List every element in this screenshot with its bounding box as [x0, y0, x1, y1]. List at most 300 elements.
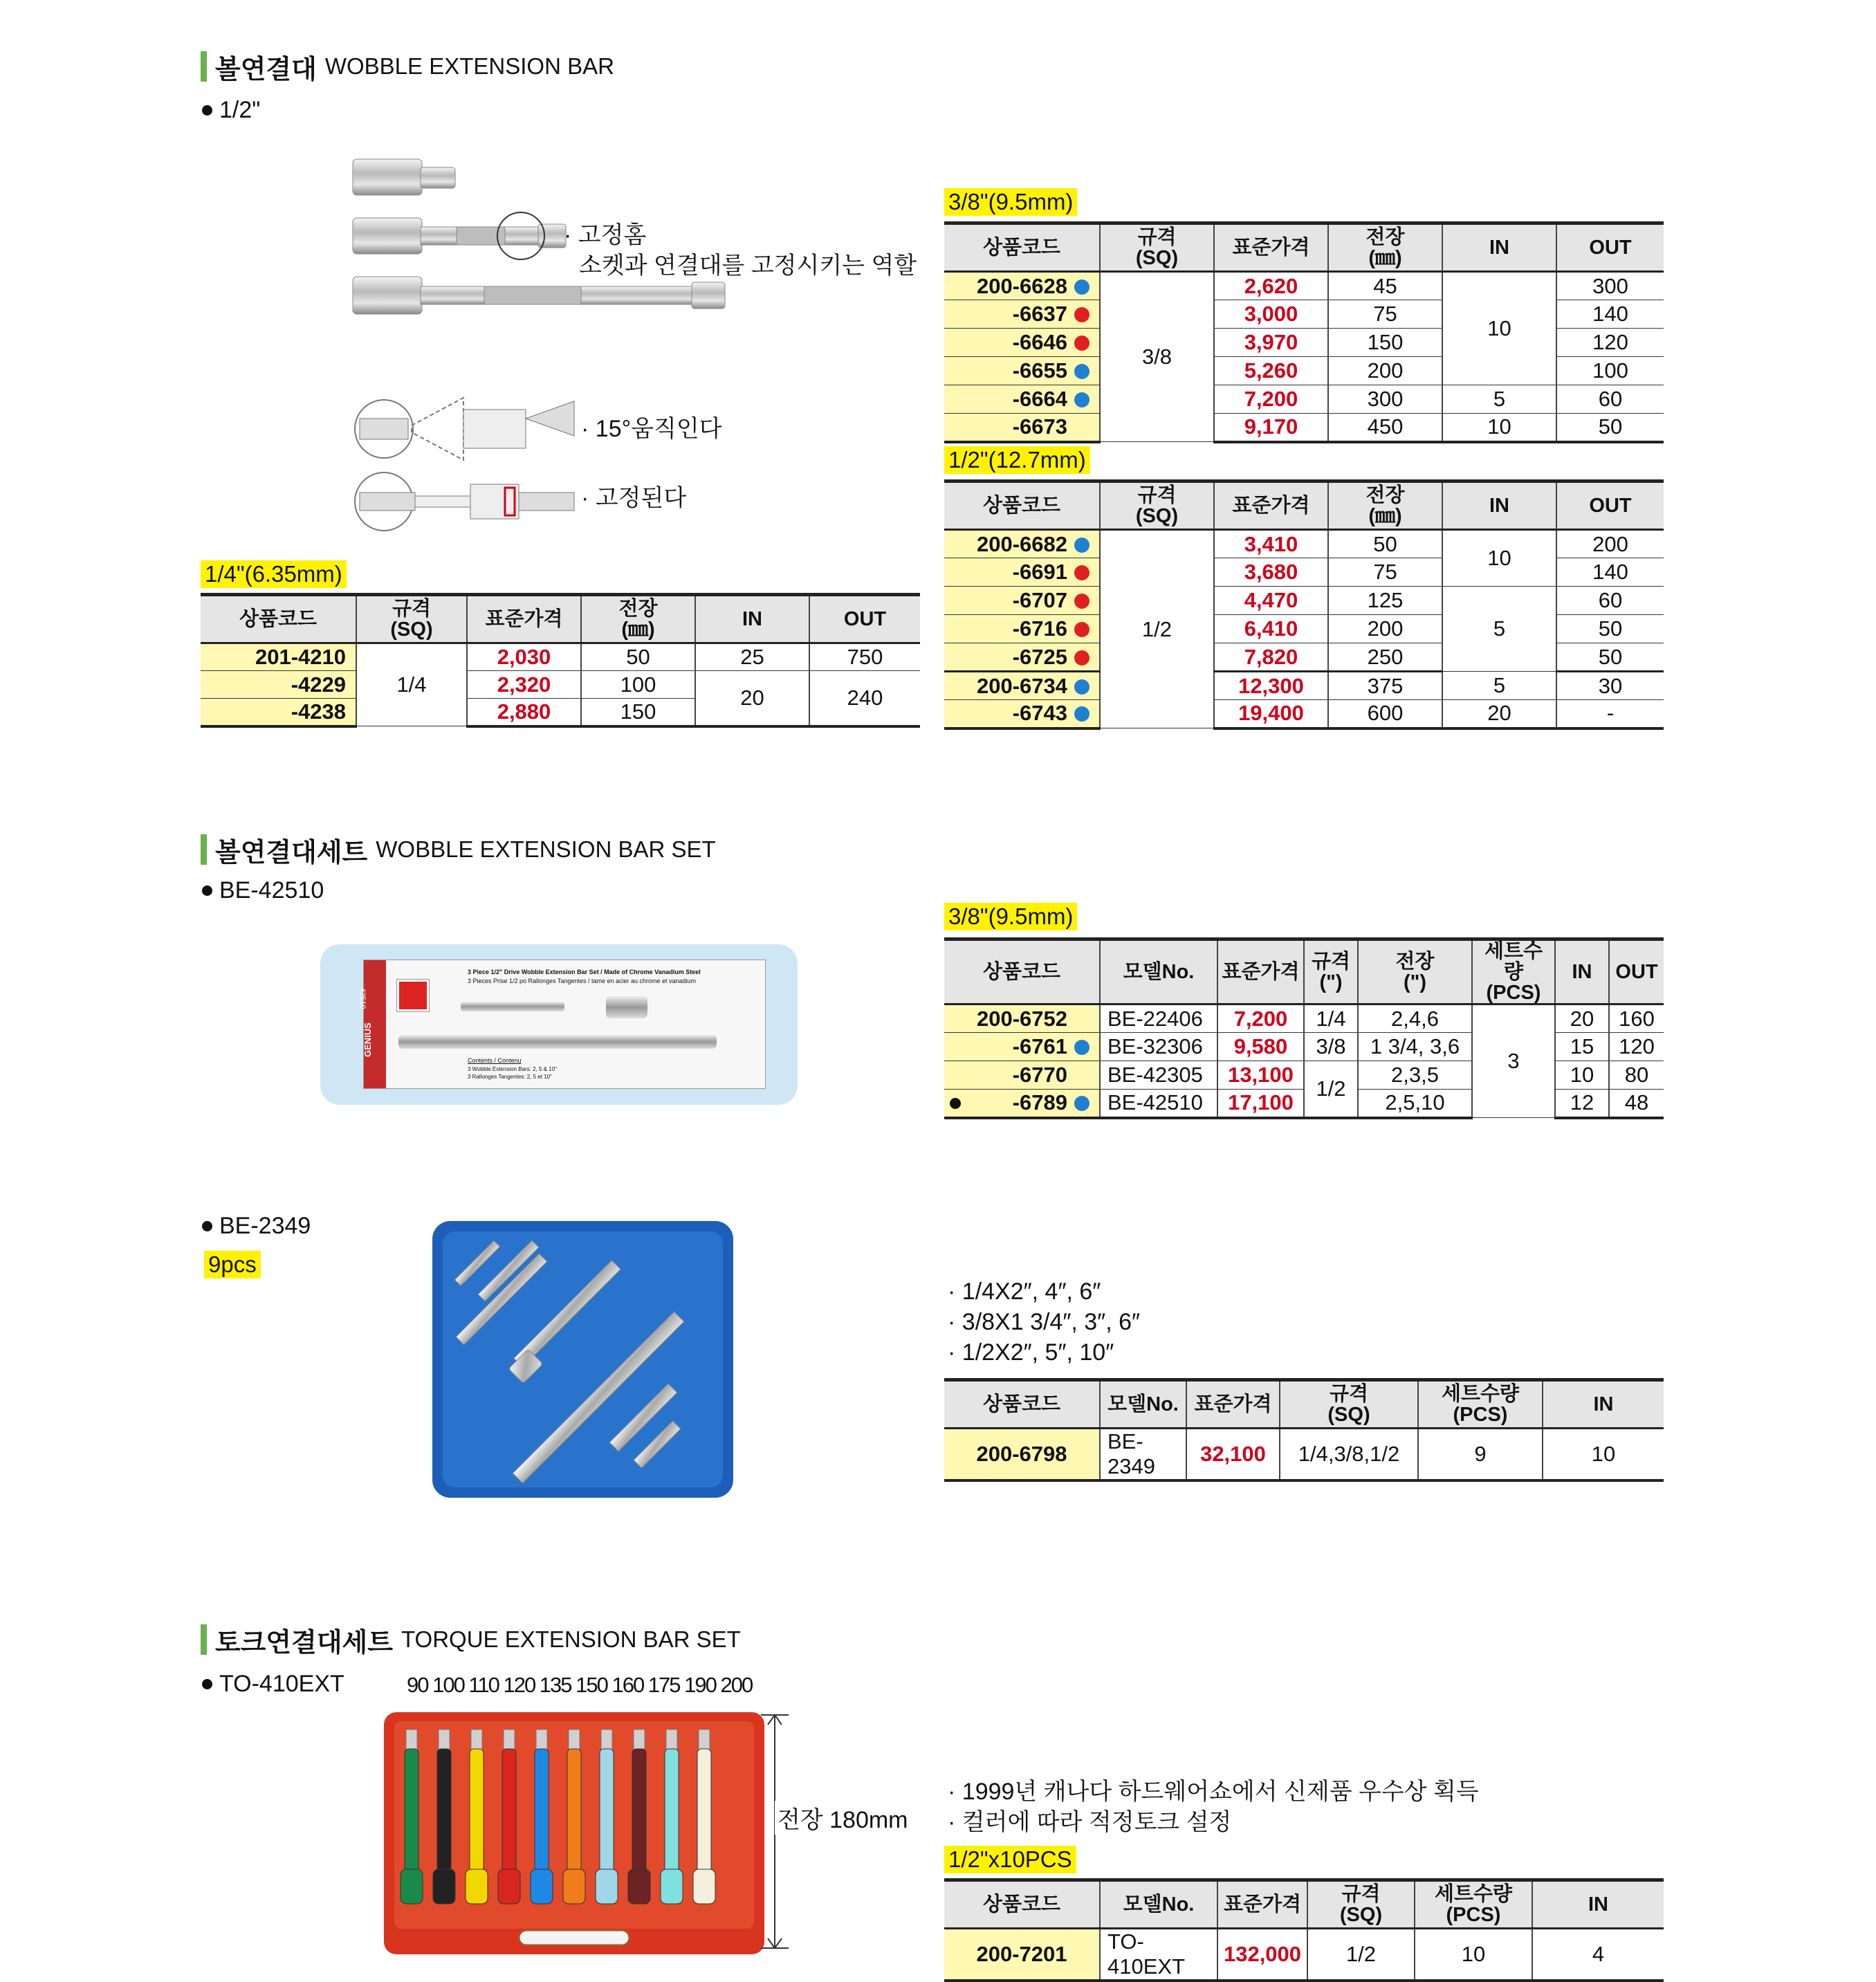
- cell-code: -4229: [201, 671, 356, 699]
- title-en: WOBBLE EXTENSION BAR SET: [376, 836, 716, 862]
- cell-set: 3: [1472, 1004, 1555, 1118]
- cell-price: 132,000: [1217, 1929, 1307, 1981]
- cell-price: 13,100: [1217, 1061, 1304, 1090]
- be-42510-image: [320, 944, 798, 1105]
- cell-price: 3,680: [1214, 558, 1328, 587]
- cell-code: [944, 1090, 1100, 1118]
- cell-code: [944, 530, 1100, 558]
- cell-model: BE-32306: [1100, 1033, 1217, 1061]
- blue-dot-icon: [1074, 679, 1089, 695]
- cell-set: 10: [1415, 1929, 1532, 1981]
- th-len: [1358, 939, 1472, 1004]
- th-text: 세트수량: [1441, 1383, 1520, 1405]
- table-row: [944, 587, 1664, 615]
- cell-price: 3,000: [1214, 300, 1328, 329]
- table-row: [944, 1061, 1664, 1090]
- cell-out: 200: [1556, 530, 1664, 558]
- th-out: OUT: [1556, 223, 1664, 272]
- cell-spec: 1/4: [1304, 1004, 1358, 1033]
- table-header: [944, 481, 1664, 530]
- table-row: [944, 672, 1664, 700]
- note-text: 1/2X2″, 5″, 10″: [962, 1339, 1114, 1366]
- th-text: 규격: [1137, 484, 1177, 506]
- th-price: 표준가격: [1186, 1380, 1280, 1429]
- th-spec: [1100, 481, 1214, 530]
- red-dot-icon: [1074, 650, 1089, 666]
- th-text: (SQ): [1135, 247, 1179, 269]
- th-code: 상품코드: [944, 939, 1100, 1004]
- th-text: (PCS): [1453, 1404, 1508, 1426]
- cell-out: 48: [1609, 1090, 1664, 1118]
- cell-spec: 1/2: [1100, 530, 1214, 728]
- th-out: OUT: [1609, 939, 1664, 1004]
- section-title-wobble: [201, 51, 614, 82]
- cell-len: 150: [581, 699, 695, 726]
- cell-len: 450: [1328, 414, 1442, 442]
- red-dot-icon: [1074, 594, 1089, 609]
- th-code: 상품코드: [944, 481, 1100, 530]
- table-row: [944, 385, 1664, 414]
- cell-code: [944, 558, 1100, 587]
- th-text: ("): [1403, 971, 1427, 993]
- code-text: 200-6628: [976, 273, 1067, 298]
- cell-len: 100: [581, 671, 695, 699]
- table-row: [944, 414, 1664, 442]
- cell-in: 5: [1442, 587, 1556, 672]
- cell-code: 200-6798: [944, 1429, 1100, 1481]
- label-3-8-inch: 3/8"(9.5mm): [944, 188, 1077, 216]
- cell-in: 25: [695, 643, 809, 671]
- th-in: IN: [1442, 223, 1556, 272]
- cell-code: [944, 272, 1100, 300]
- note-line: · 1/2X2″, 5″, 10″: [948, 1339, 1114, 1366]
- bullet-half-inch: [202, 97, 260, 124]
- green-bar: [201, 51, 207, 82]
- th-set: [1472, 939, 1555, 1004]
- cell-in: 5: [1442, 385, 1556, 414]
- th-text: 전장: [1365, 226, 1405, 248]
- bar-square-drive: [569, 1729, 580, 1750]
- cell-out: 60: [1556, 385, 1664, 414]
- code-text: 200-6734: [976, 673, 1067, 698]
- note-text: 1999년 캐나다 하드웨어쇼에서 신제품 우수상 획득: [962, 1779, 1479, 1805]
- cell-len: 1 3/4, 3,6: [1358, 1033, 1472, 1061]
- th-text: 전장: [1365, 484, 1405, 506]
- note-fixed: · 고정된다: [581, 485, 687, 511]
- cell-in: 12: [1555, 1090, 1609, 1118]
- cell-code: -6673: [944, 414, 1100, 442]
- cell-price: 5,260: [1214, 357, 1328, 385]
- bar-square-drive: [536, 1729, 547, 1750]
- th-text: (㎜): [1368, 505, 1402, 527]
- box-c1: 3 Wobble Extension Bars: 2, 5 & 10": [468, 1066, 557, 1072]
- bar-socket-end: [401, 1869, 423, 1904]
- bar-square-drive: [601, 1729, 612, 1750]
- th-text: (SQ): [1339, 1904, 1383, 1926]
- cell-in: 10: [1442, 272, 1556, 385]
- table-header: [201, 595, 920, 643]
- bar-socket-end: [498, 1869, 520, 1904]
- th-spec: [356, 595, 467, 643]
- section-title-wobble-set: [201, 834, 716, 868]
- cell-in: 15: [1555, 1033, 1609, 1061]
- cell-out: 300: [1556, 272, 1664, 300]
- bar-socket-end: [563, 1869, 585, 1904]
- code-text: -6664: [1012, 387, 1067, 411]
- th-price: 표준가격: [467, 595, 581, 643]
- cell-out: 120: [1556, 329, 1664, 357]
- th-code: 상품코드: [944, 1380, 1100, 1429]
- red-dot-icon: [1074, 336, 1089, 351]
- bar-shaft: [632, 1749, 646, 1873]
- cell-out: 140: [1556, 558, 1664, 587]
- th-code: 상품코드: [944, 223, 1100, 272]
- cell-code: -6770: [944, 1061, 1100, 1090]
- code-text: -6655: [1012, 358, 1067, 383]
- cell-price: 2,320: [467, 671, 581, 699]
- table-header: [944, 1880, 1664, 1929]
- bar-square-drive: [504, 1729, 515, 1750]
- code-text: -6637: [1012, 302, 1067, 326]
- cell-model: BE-42305: [1100, 1061, 1217, 1090]
- bar-square-drive: [634, 1729, 645, 1750]
- cell-code: 200-7201: [944, 1929, 1100, 1981]
- cell-code: [944, 700, 1100, 728]
- cell-price: 4,470: [1214, 587, 1328, 615]
- red-dot-icon: [1074, 307, 1089, 322]
- table-row: [944, 1004, 1664, 1033]
- cell-len: 2,5,10: [1358, 1090, 1472, 1118]
- bar-socket-end: [466, 1869, 488, 1904]
- cell-model: BE-22406: [1100, 1004, 1217, 1033]
- cell-in: 10: [1442, 530, 1556, 587]
- bar-socket: [606, 996, 647, 1018]
- cell-price: 3,970: [1214, 329, 1328, 357]
- th-code: 상품코드: [201, 595, 356, 643]
- table-quarter-inch: [201, 593, 920, 728]
- bar-shaft: [502, 1749, 516, 1873]
- cell-in: 5: [1442, 672, 1556, 700]
- cell-spec: 1/4: [356, 643, 467, 726]
- bar-shaft: [697, 1749, 711, 1873]
- cell-out: 750: [809, 643, 920, 671]
- table-row: [201, 671, 920, 699]
- blue-dot-icon: [1074, 279, 1089, 295]
- blue-dot-icon: [1074, 364, 1089, 379]
- bar-square-drive: [439, 1729, 450, 1750]
- th-spec: [1304, 939, 1358, 1004]
- cell-spec: 3/8: [1100, 272, 1214, 442]
- cell-price: 12,300: [1214, 672, 1328, 700]
- bar-socket-end: [596, 1869, 618, 1904]
- th-text: ("): [1319, 971, 1343, 993]
- table-row: [944, 700, 1664, 728]
- bar-socket-end: [433, 1869, 455, 1904]
- label-9pcs: 9pcs: [204, 1251, 261, 1278]
- th-text: (SQ): [1135, 505, 1179, 527]
- cell-in: 20: [695, 671, 809, 726]
- green-bar: [201, 1624, 207, 1655]
- torque-values: 90 100 110 120 135 150 160 175 190 200: [407, 1673, 753, 1697]
- table-header: [944, 223, 1664, 272]
- bullet-be-2349: [202, 1213, 311, 1240]
- cell-price: 3,410: [1214, 530, 1328, 558]
- cell-in: 10: [1442, 414, 1556, 442]
- cell-len: 200: [1328, 357, 1442, 385]
- bullet-be-42510: [202, 877, 324, 904]
- cell-code: [944, 1033, 1100, 1061]
- bar-square-drive: [471, 1729, 482, 1750]
- cell-len: 250: [1328, 643, 1442, 672]
- th-in: IN: [1442, 481, 1556, 530]
- th-in: IN: [1543, 1380, 1664, 1429]
- code-vertical: 42510: [358, 988, 367, 1009]
- bar-shaft: [600, 1749, 614, 1873]
- cell-model: TO-410EXT: [1100, 1929, 1217, 1981]
- title-ko: 볼연결대세트: [215, 838, 368, 868]
- table-to-410ext: [944, 1878, 1664, 1982]
- th-price: 표준가격: [1217, 1880, 1307, 1929]
- cell-out: 50: [1556, 643, 1664, 672]
- cell-len: 75: [1328, 558, 1442, 587]
- note-text: 고정된다: [595, 485, 687, 511]
- cell-len: 600: [1328, 700, 1442, 728]
- featured-dot-icon: [950, 1098, 961, 1109]
- th-text: (SQ): [390, 618, 433, 641]
- cell-spec: 1/2: [1304, 1061, 1358, 1118]
- cell-code: [944, 672, 1100, 700]
- th-text: 세트수량: [1434, 1883, 1513, 1905]
- cell-in: 4: [1532, 1929, 1664, 1981]
- note-moves: · 15°움직인다: [581, 416, 722, 442]
- bar-socket-end: [531, 1869, 553, 1904]
- label-half-inch: 1/2"(12.7mm): [944, 446, 1090, 474]
- cell-model: BE-42510: [1100, 1090, 1217, 1118]
- table-row: [944, 1429, 1664, 1481]
- torque-length-label: 전장 180mm: [775, 1801, 911, 1835]
- cell-price: 7,820: [1214, 643, 1328, 672]
- cell-price: 9,580: [1217, 1033, 1304, 1061]
- th-in: IN: [1555, 939, 1609, 1004]
- bullet-dot: [202, 105, 212, 116]
- cell-len: 45: [1328, 272, 1442, 300]
- cell-len: 2,4,6: [1358, 1004, 1472, 1033]
- note-line: · 컬러에 따라 적정토크 설정: [948, 1809, 1232, 1835]
- table-wobble-set: [944, 937, 1664, 1119]
- cell-out: 50: [1556, 414, 1664, 442]
- cell-code: 201-4210: [201, 643, 356, 671]
- th-in: IN: [1532, 1880, 1664, 1929]
- title-en: TORQUE EXTENSION BAR SET: [401, 1626, 741, 1652]
- cell-code: [944, 385, 1100, 414]
- th-model: 모델No.: [1100, 1880, 1217, 1929]
- th-text: 규격: [1311, 951, 1351, 973]
- th-text: (㎜): [1368, 247, 1402, 269]
- cell-out: 30: [1556, 672, 1664, 700]
- box-line2: 3 Pieces Prise 1/2 po Rallonges Tangentes / tame en acier au chrome et vanadium: [468, 978, 697, 984]
- cell-len: 125: [1328, 587, 1442, 615]
- table-half-inch: [944, 479, 1664, 730]
- cell-price: 2,030: [467, 643, 581, 671]
- bar-shaft: [437, 1749, 451, 1873]
- code-text: -6743: [1012, 701, 1067, 726]
- table-header: [944, 939, 1664, 1004]
- cell-out: 240: [809, 671, 920, 726]
- cell-out: 60: [1556, 587, 1664, 615]
- bar-small: [461, 1002, 564, 1011]
- th-text: (㎜): [621, 618, 655, 641]
- th-text: 규격: [1329, 1383, 1369, 1405]
- th-text: 규격: [392, 598, 432, 620]
- cell-spec: 3/8: [1304, 1033, 1358, 1061]
- th-set: [1418, 1380, 1543, 1429]
- case-handle: [519, 1930, 629, 1945]
- th-text: (PCS): [1446, 1904, 1501, 1926]
- note-text: 3/8X1 3/4″, 3″, 6″: [962, 1309, 1141, 1335]
- box-c2: 3 Rallonges Tangentes: 2, 5 et 10": [468, 1074, 552, 1080]
- th-out: OUT: [809, 595, 920, 643]
- note-line: · 3/8X1 3/4″, 3″, 6″: [948, 1309, 1141, 1335]
- code-text: -6725: [1012, 644, 1067, 669]
- title-en: WOBBLE EXTENSION BAR: [324, 53, 614, 79]
- note-text: 컬러에 따라 적정토크 설정: [962, 1809, 1232, 1835]
- note-text: 고정홈: [578, 222, 647, 248]
- cell-out: 50: [1556, 615, 1664, 643]
- torque-notes: [948, 1777, 1479, 1837]
- cell-spec: 1/2: [1307, 1929, 1415, 1981]
- cell-code: [944, 329, 1100, 357]
- th-in: IN: [695, 595, 809, 643]
- cell-code: [944, 587, 1100, 615]
- bullet-label: 1/2": [219, 97, 261, 123]
- cell-in: 10: [1555, 1061, 1609, 1090]
- table-row: [944, 1033, 1664, 1061]
- bar-socket-end: [628, 1869, 650, 1904]
- blue-dot-icon: [1074, 1096, 1089, 1111]
- th-price: 표준가격: [1217, 939, 1304, 1004]
- th-text: 전장: [1395, 951, 1435, 973]
- th-len: [581, 595, 695, 643]
- table-row: [944, 530, 1664, 558]
- cell-in: 20: [1442, 700, 1556, 728]
- note-fix-groove: · 고정홈: [564, 222, 647, 248]
- bar-square-drive: [666, 1729, 677, 1750]
- note-fix-groove-desc: 소켓과 연결대를 고정시키는 역할: [579, 253, 917, 279]
- blue-dot-icon: [1074, 538, 1089, 553]
- cell-out: -: [1556, 700, 1664, 728]
- table-header: [944, 1380, 1664, 1429]
- cell-out: 120: [1609, 1033, 1664, 1061]
- cell-out: 140: [1556, 300, 1664, 329]
- warning-icon: [397, 980, 429, 1011]
- bar-socket-end: [693, 1869, 715, 1904]
- bullet-dot: [202, 886, 212, 896]
- code-text: -6707: [1012, 588, 1067, 612]
- cell-price: 2,880: [467, 699, 581, 726]
- th-price: 표준가격: [1214, 481, 1328, 530]
- section-title-torque-set: [201, 1624, 741, 1658]
- th-price: 표준가격: [1214, 223, 1328, 272]
- cell-code: [944, 300, 1100, 329]
- code-text: -6691: [1012, 560, 1067, 584]
- brand-logo-text: GENIUS: [362, 1022, 373, 1057]
- th-text: (PCS): [1486, 982, 1541, 1004]
- code-text: -6761: [1012, 1034, 1067, 1058]
- box-line1: 3 Piece 1/2" Drive Wobble Extension Bar Set / Made of Chrome Vanadium Steel: [468, 969, 701, 975]
- cell-code: [944, 357, 1100, 385]
- cell-model: BE-2349: [1100, 1429, 1186, 1481]
- bullet-dot: [202, 1221, 212, 1231]
- bar-shaft: [665, 1749, 679, 1873]
- cell-out: 80: [1609, 1061, 1664, 1090]
- box-contents: Contents / Contenu: [468, 1057, 522, 1064]
- wobble-notes: [564, 220, 917, 281]
- cell-len: 200: [1328, 615, 1442, 643]
- th-model: 모델No.: [1100, 939, 1217, 1004]
- label-set-3-8: 3/8"(9.5mm): [944, 903, 1077, 930]
- cell-code: [944, 615, 1100, 643]
- cell-len: 50: [581, 643, 695, 671]
- th-len: [1328, 223, 1442, 272]
- cell-len: 50: [1328, 530, 1442, 558]
- card-box: [358, 960, 766, 1089]
- bar-shaft: [405, 1749, 419, 1873]
- blue-dot-icon: [1074, 392, 1089, 407]
- note-text: 15°움직인다: [595, 416, 722, 442]
- th-spec: [1307, 1880, 1415, 1929]
- th-len: [1328, 481, 1442, 530]
- cell-code: -4238: [201, 699, 356, 726]
- cell-set: 9: [1418, 1429, 1543, 1481]
- th-model: 모델No.: [1100, 1380, 1186, 1429]
- cell-out: 100: [1556, 357, 1664, 385]
- cell-len: 2,3,5: [1358, 1061, 1472, 1090]
- th-text: 전장: [618, 598, 658, 620]
- blue-dot-icon: [1074, 1040, 1089, 1055]
- cell-out: 160: [1609, 1004, 1664, 1033]
- cell-in: 10: [1543, 1429, 1664, 1481]
- bar-socket-end: [661, 1869, 683, 1904]
- green-bar: [201, 834, 207, 865]
- cell-len: 75: [1328, 300, 1442, 329]
- label-10pcs: 1/2"x10PCS: [944, 1846, 1076, 1873]
- bullet-label: TO-410EXT: [219, 1671, 344, 1697]
- cell-spec: 1/4,3/8,1/2: [1280, 1429, 1418, 1481]
- code-text: -6789: [1012, 1090, 1067, 1115]
- code-text: -6646: [1012, 330, 1067, 354]
- th-out: OUT: [1556, 481, 1664, 530]
- note-text: 1/4X2″, 4″, 6″: [962, 1278, 1101, 1305]
- cell-len: 375: [1328, 672, 1442, 700]
- cell-price: 17,100: [1217, 1090, 1304, 1118]
- cell-price: 9,170: [1214, 414, 1328, 442]
- cell-code: [944, 643, 1100, 672]
- be-2349-image: [429, 1218, 737, 1501]
- th-text: 세트수량: [1484, 940, 1543, 983]
- cell-price: 2,620: [1214, 272, 1328, 300]
- torque-set-image: [380, 1709, 768, 1958]
- th-code: 상품코드: [944, 1880, 1100, 1929]
- note-line: · 1999년 캐나다 하드웨어쇼에서 신제품 우수상 획득: [948, 1779, 1479, 1805]
- cell-len: 300: [1328, 385, 1442, 414]
- bar-square-drive: [406, 1729, 417, 1750]
- bar-long: [398, 1035, 717, 1049]
- th-text: (SQ): [1327, 1404, 1370, 1426]
- bullet-to-410ext: [202, 1671, 344, 1698]
- label-quarter-inch: 1/4"(6.35mm): [201, 560, 347, 588]
- note-line: · 1/4X2″, 4″, 6″: [948, 1278, 1101, 1305]
- th-text: 규격: [1137, 226, 1177, 248]
